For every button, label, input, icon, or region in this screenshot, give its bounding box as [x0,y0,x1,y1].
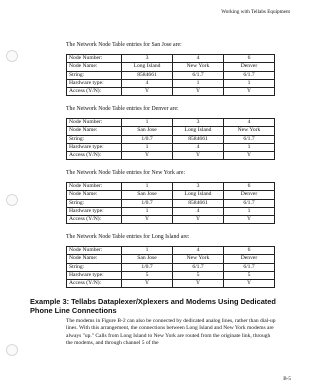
table-caption: The Network Node Table entries for Long Island are: [66,234,190,240]
cell: 1/0.7 [122,199,173,207]
row-label: Access (Y/N): [67,216,122,224]
cell: Y [224,152,275,160]
cell: 3 [122,55,173,63]
cell: Denver [224,255,275,263]
cell: Y [122,280,173,288]
cell: 3 [173,119,224,127]
table-row [67,63,275,71]
row-label: Hardware type: [67,79,122,87]
table-caption: The Network Node Table entries for New York are: [66,170,186,176]
cell: Y [122,216,173,224]
cell: 6/1.7 [224,199,275,207]
row-label: Node Number: [67,183,122,191]
table-row [67,271,275,279]
table-row [67,135,275,143]
cell: San Jose [122,127,173,135]
table-row [67,127,275,135]
cell: 5 [173,271,224,279]
row-label: Node Name: [67,255,122,263]
example-heading: Example 3: Tellabs Dataplexer/Xplexers and Modems Using Dedicated Phone Line Connections [30,297,276,315]
cell: 6/1.7 [224,263,275,271]
body-paragraph: The modems in Figure B-2 can also be connected by dedicated analog lines, rather than dial-up lines. With this arrangement, the connections between Long Island and New York modems are always "up." Calls from Long Island to New York are routed from the originate link, through the modems, and through channel 5 of the [66,318,276,346]
row-label: String: [67,71,122,79]
table-row [67,88,275,96]
cell: 5 [224,271,275,279]
cell: 8584661 [173,135,224,143]
cell: New York [224,127,275,135]
row-label: String: [67,135,122,143]
table-row [67,79,275,87]
row-label: Hardware type: [67,271,122,279]
cell: 1 [122,119,173,127]
cell: 4 [173,207,224,215]
cell: 4 [173,55,224,63]
cell: 6 [224,55,275,63]
table-caption: The Network Node Table entries for San Jose are: [66,42,182,48]
cell: 1 [173,79,224,87]
cell: Long Island [122,63,173,71]
cell: 4 [224,119,275,127]
cell: 1 [224,79,275,87]
table-row [67,183,275,191]
row-label: Node Name: [67,191,122,199]
row-label: Node Name: [67,127,122,135]
cell: Denver [224,191,275,199]
cell: 6/1.7 [224,135,275,143]
cell: Denver [224,63,275,71]
cell: Y [122,152,173,160]
cell: 1 [122,207,173,215]
row-label: Node Number: [67,119,122,127]
cell: New York [173,63,224,71]
table-row [67,143,275,151]
cell: 6/1.7 [173,71,224,79]
table-row [67,119,275,127]
table-row [67,191,275,199]
row-label: Access (Y/N): [67,152,122,160]
cell: Y [173,88,224,96]
row-label: String: [67,199,122,207]
table-row [67,152,275,160]
cell: 1/0.7 [122,263,173,271]
table-row [67,255,275,263]
table-caption: The Network Node Table entries for Denver are: [66,106,179,112]
page-number: B-5 [283,376,291,382]
cell: 8584661 [122,71,173,79]
binder-hole-icon [6,344,18,356]
node-table-long-island [66,246,275,288]
cell: 1 [122,247,173,255]
cell: 1 [122,183,173,191]
table-row [67,280,275,288]
table-row [67,207,275,215]
cell: 5 [122,271,173,279]
row-label: Hardware type: [67,143,122,151]
table-row [67,71,275,79]
cell: Y [173,280,224,288]
cell: Long Island [173,127,224,135]
node-table-new-york [66,182,275,224]
cell: 4 [173,247,224,255]
table-row [67,216,275,224]
cell: Y [173,216,224,224]
row-label: Node Number: [67,55,122,63]
binder-hole-icon [6,50,18,62]
cell: Y [224,280,275,288]
row-label: Node Number: [67,247,122,255]
table-row [67,199,275,207]
row-label: String: [67,263,122,271]
cell: 6/1.7 [173,263,224,271]
table-row [67,263,275,271]
cell: 6 [224,247,275,255]
cell: 6 [224,183,275,191]
cell: 4 [122,79,173,87]
row-label: Hardware type: [67,207,122,215]
cell: San Jose [122,255,173,263]
cell: 3 [173,183,224,191]
cell: Y [173,152,224,160]
table-row [67,55,275,63]
cell: 1/0.7 [122,135,173,143]
cell: 4 [173,143,224,151]
row-label: Node Name: [67,63,122,71]
cell: Y [224,88,275,96]
cell: 6/1.7 [224,71,275,79]
table-row [67,247,275,255]
cell: 1 [224,143,275,151]
row-label: Access (Y/N): [67,88,122,96]
cell: 1 [122,143,173,151]
node-table-san-jose [66,54,275,96]
running-header: Working with Tellabs Equipment [221,9,290,15]
node-table-denver [66,118,275,160]
cell: 1 [224,207,275,215]
cell: Y [122,88,173,96]
cell: 8584661 [173,199,224,207]
cell: Long Island [173,191,224,199]
cell: Y [224,216,275,224]
cell: San Jose [122,191,173,199]
binder-hole-icon [6,194,18,206]
row-label: Access (Y/N): [67,280,122,288]
cell: New York [173,255,224,263]
